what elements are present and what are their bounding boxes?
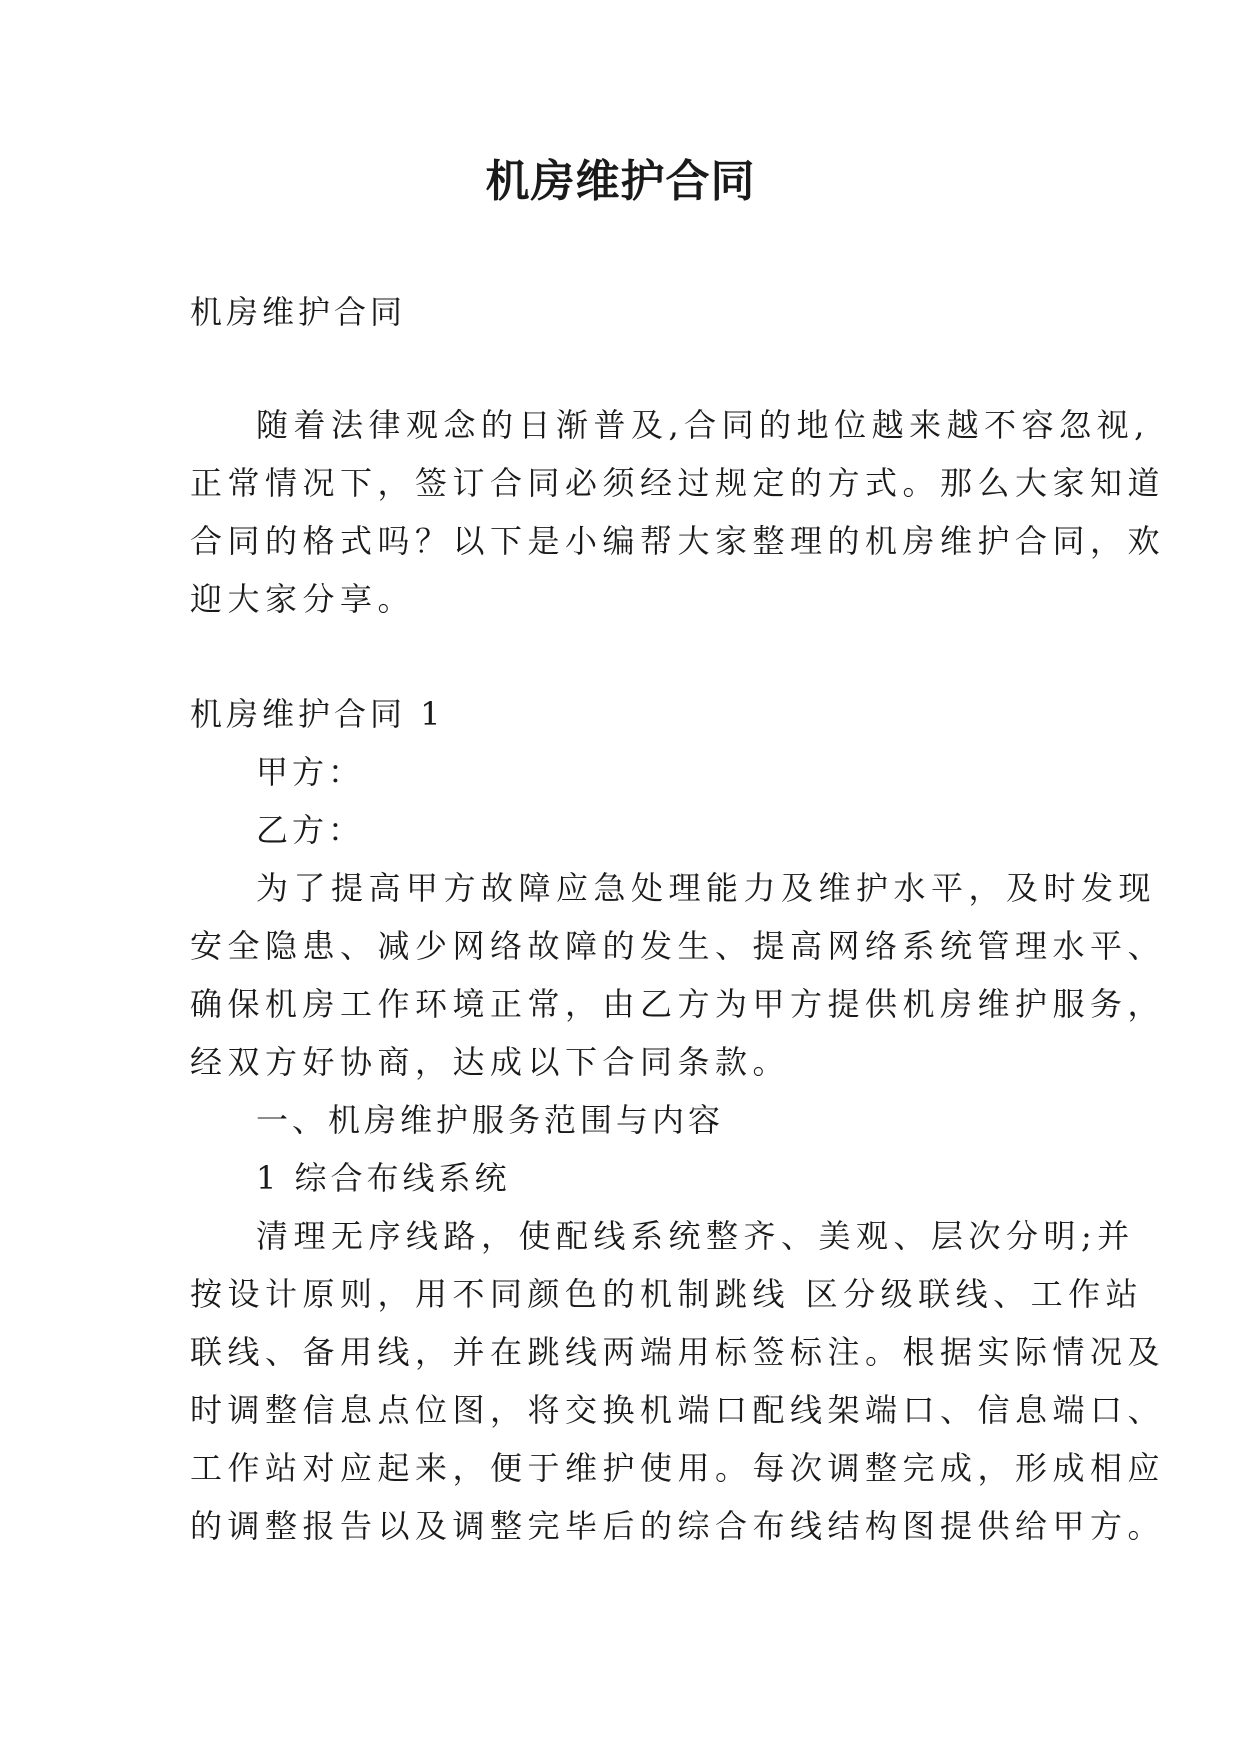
- party-b-label: 乙方：: [256, 811, 365, 849]
- intro-line-1: 随着法律观念的日渐普及,合同的地位越来越不容忽视,: [256, 406, 1150, 444]
- document-title: 机房维护合同: [485, 156, 756, 207]
- section-heading-1: 一、机房维护服务范围与内容: [256, 1101, 725, 1139]
- item1-line-5: 工作站对应起来，便于维护使用。每次调整完成，形成相应: [190, 1449, 1166, 1487]
- party-a-label: 甲方：: [256, 753, 365, 791]
- intro-line-3: 合同的格式吗？以下是小编帮大家整理的机房维护合同，欢: [190, 522, 1166, 560]
- contract-heading: 机房维护合同 1: [190, 695, 445, 733]
- intro-line-2: 正常情况下，签订合同必须经过规定的方式。那么大家知道: [190, 464, 1166, 502]
- item1-line-1: 清理无序线路，使配线系统整齐、美观、层次分明;并: [256, 1217, 1135, 1255]
- purpose-line-3: 确保机房工作环境正常，由乙方为甲方提供机房维护服务，: [190, 985, 1166, 1023]
- item1-line-6: 的调整报告以及调整完毕后的综合布线结构图提供给甲方。: [190, 1507, 1166, 1545]
- item1-line-2: 按设计原则，用不同颜色的机制跳线 区分级联线、工作站: [190, 1275, 1144, 1313]
- item-heading-1: 1 综合布线系统: [256, 1159, 511, 1197]
- purpose-line-4: 经双方好协商，达成以下合同条款。: [190, 1043, 791, 1081]
- item1-line-3: 联线、备用线，并在跳线两端用标签标注。根据实际情况及: [190, 1333, 1166, 1371]
- document-subtitle: 机房维护合同: [190, 293, 407, 331]
- intro-line-4: 迎大家分享。: [190, 580, 416, 618]
- purpose-line-2: 安全隐患、减少网络故障的发生、提高网络系统管理水平、: [190, 927, 1166, 965]
- item1-line-4: 时调整信息点位图，将交换机端口配线架端口、信息端口、: [190, 1391, 1166, 1429]
- purpose-line-1: 为了提高甲方故障应急处理能力及维护水平，及时发现: [256, 869, 1157, 907]
